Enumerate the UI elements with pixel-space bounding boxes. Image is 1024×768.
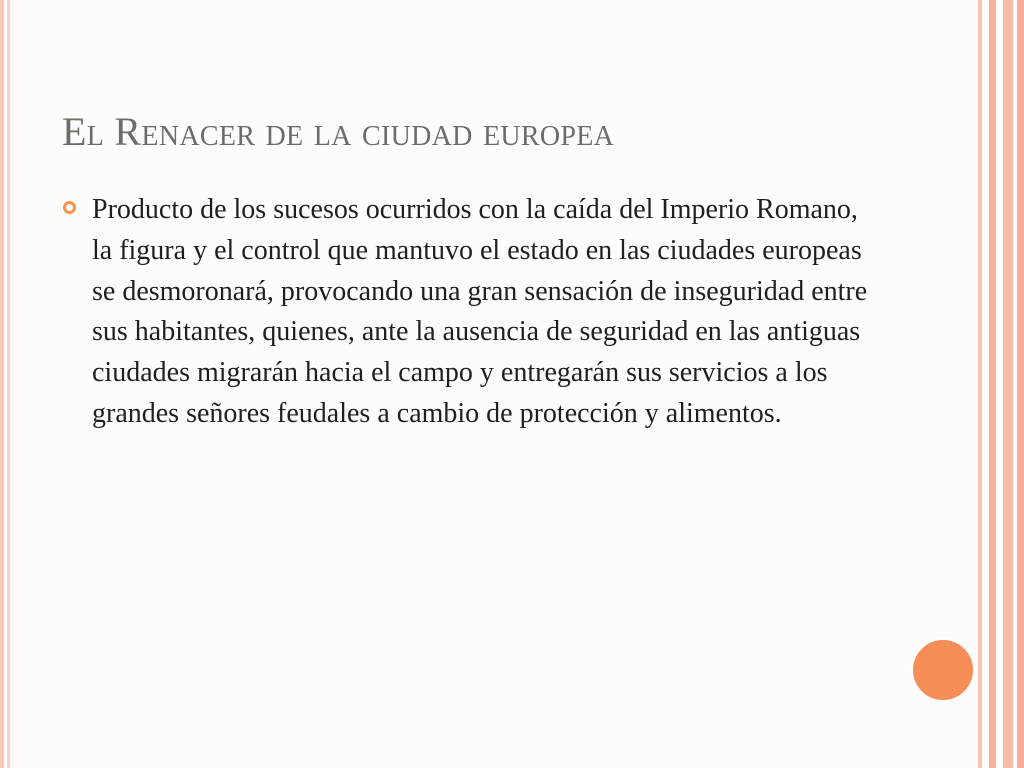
right-border-stripe-4: [1017, 0, 1024, 768]
left-border-stripe-outer: [0, 0, 4, 768]
right-border-stripe-2: [989, 0, 996, 768]
bullet-circle-icon: [63, 201, 76, 214]
right-border-stripe-1: [978, 0, 982, 768]
slide-title: El Renacer de la ciudad europea: [62, 109, 615, 154]
left-border-stripe-inner: [7, 0, 10, 768]
bullet-text: Producto de los sucesos ocurridos con la caída del Imperio Romano, la figura y el control que mantuvo el estado en las ciudades europeas se desmoronará, provocando una gran sensación de inseguridad entre sus habitantes, quienes, ante la ausencia de seguridad en las antiguas ciudades migrarán hacia el campo y entregarán sus servicios a los grandes señores feudales a cambio de protección y alimentos.: [92, 194, 868, 429]
decorative-circle-icon: [911, 638, 975, 702]
bullet-list: [62, 190, 872, 435]
bullet-item: [62, 190, 872, 435]
right-border-stripe-3: [1003, 0, 1013, 768]
